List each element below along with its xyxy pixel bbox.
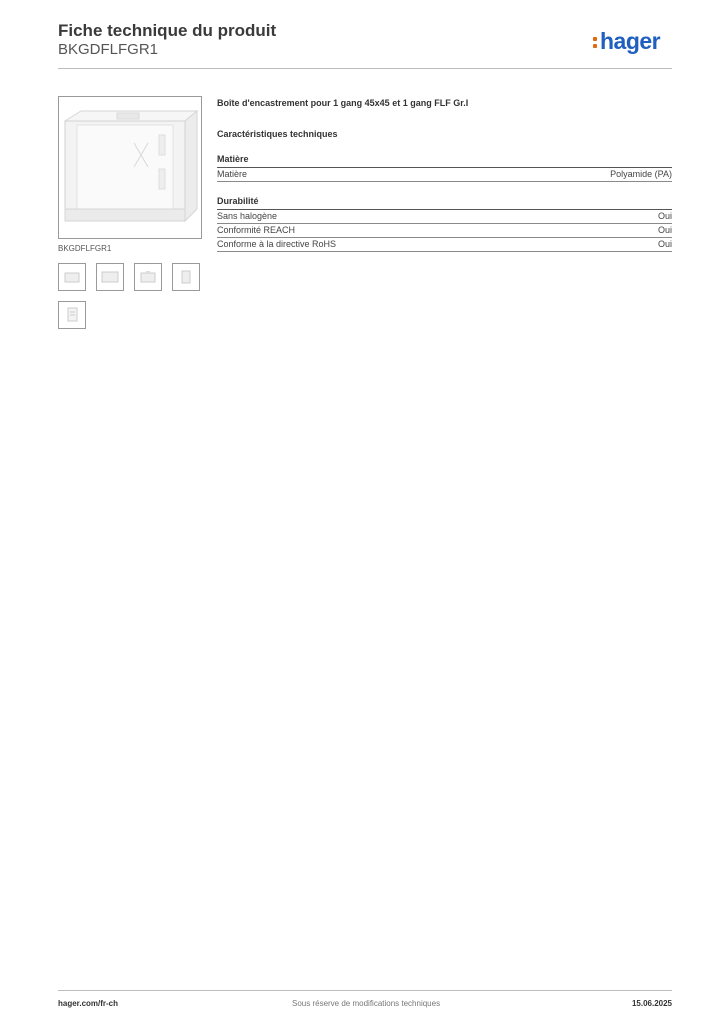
spec-label: Matière [217,169,248,179]
box-end-icon [173,264,199,290]
header-divider [58,68,672,69]
document-icon [59,302,85,328]
box-top-icon [97,264,123,290]
tech-heading: Caractéristiques techniques [217,129,338,139]
spec-value: Oui [657,239,672,249]
footer-website[interactable]: hager.com/fr-ch [58,999,119,1008]
spec-label: Conformité REACH [217,225,296,235]
logo-dots-icon [593,33,598,50]
thumbnail-top[interactable] [96,263,124,291]
section-matiere [217,154,672,182]
junction-box-illustration [59,97,201,238]
footer-notice: Sous réserve de modifications techniques [292,999,441,1008]
spec-label: Sans halogène [217,211,278,221]
product-image [58,96,202,239]
box-side-icon [135,264,161,290]
section-durabilite [217,196,672,252]
thumbnail-document[interactable] [58,301,86,329]
product-description: Boîte d'encastrement pour 1 gang 45x45 et 1 gang FLF Gr.I [217,98,469,108]
box-front-icon [59,264,85,290]
spec-value: Oui [657,211,672,221]
page-title: Fiche technique du produit [58,21,277,40]
footer-date: 15.06.2025 [631,999,672,1008]
footer-divider [58,990,672,991]
product-details [217,96,672,252]
spec-row [217,238,672,252]
thumbnail-end[interactable] [172,263,200,291]
spec-row [217,224,672,238]
spec-value: Oui [657,225,672,235]
section-title: Matière [217,154,672,168]
image-caption: BKGDFLFGR1 [58,244,112,253]
section-title: Durabilité [217,196,672,210]
spec-value: Polyamide (PA) [610,169,672,179]
spec-label: Conforme à la directive RoHS [217,239,337,249]
spec-row [217,168,672,182]
spec-row [217,210,672,224]
product-reference: BKGDFLFGR1 [58,41,159,58]
hager-logo [593,28,660,55]
thumbnail-front[interactable] [58,263,86,291]
thumbnail-side[interactable] [134,263,162,291]
logo-text: hager [600,28,661,54]
